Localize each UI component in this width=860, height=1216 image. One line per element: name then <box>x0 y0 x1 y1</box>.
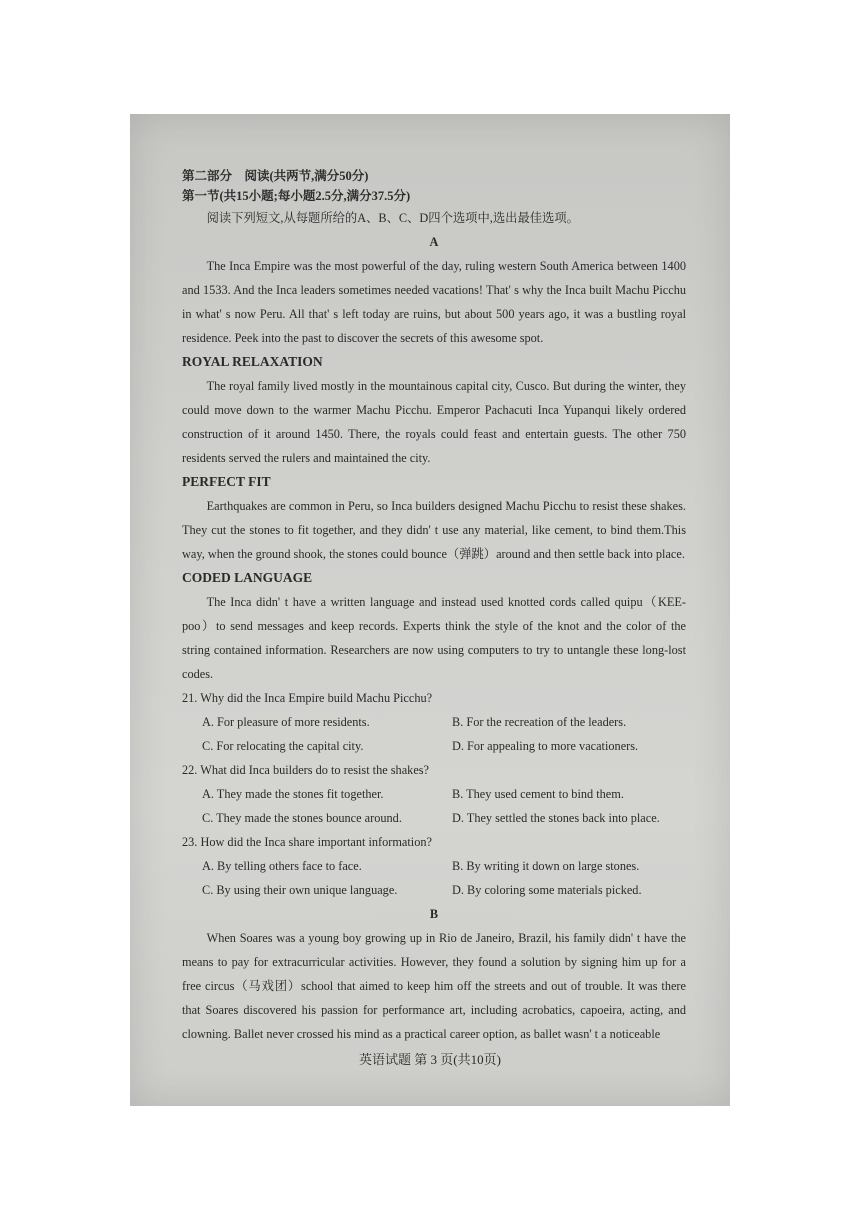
question-stem: 22. What did Inca builders do to resist the shakes? <box>182 763 430 777</box>
option-d: D. By coloring some materials picked. <box>452 883 642 897</box>
option-c: C. By using their own unique language. <box>202 883 398 897</box>
option-b: B. For the recreation of the leaders. <box>452 715 627 729</box>
paragraph-coded-language: The Inca didn' t have a written language and instead used knotted cords called quipu（KEE-poo）to send messages and keep records. Experts think the style of the knot and the color of the string contained information. Researchers are now using computers to try to untangle these long-lost codes. <box>182 595 686 681</box>
subsection-title: 第一节(共15小题;每小题2.5分,满分37.5分) <box>182 189 411 203</box>
heading-perfect-fit: PERFECT FIT <box>182 474 271 489</box>
passage-b-letter: B <box>429 907 439 921</box>
option-b: B. They used cement to bind them. <box>452 787 624 801</box>
page-content <box>182 166 686 1046</box>
heading-coded-language: CODED LANGUAGE <box>182 570 313 585</box>
question-options <box>182 710 686 758</box>
option-d: D. For appealing to more vacationers. <box>452 739 639 753</box>
question-options <box>182 854 686 902</box>
paragraph-royal-relaxation: The royal family lived mostly in the mountainous capital city, Cusco. But during the winter, they could move down to the warmer Machu Picchu. Emperor Pachacuti Inca Yupanqui likely ordered construction of it around 1450. There, the royals could feast and entertain guests. The other 750 residents served the rulers and maintained the city. <box>182 379 686 465</box>
question-22 <box>182 758 686 830</box>
option-c: C. They made the stones bounce around. <box>202 811 402 825</box>
paragraph-perfect-fit: Earthquakes are common in Peru, so Inca builders designed Machu Picchu to resist these shakes. They cut the stones to fit together, and they didn' t use any material, like cement, to bind them.This way, when the ground shook, the stones could bounce（弹跳）around and then settle back into place. <box>182 499 686 561</box>
page-footer: 英语试题 第 3 页(共10页) <box>359 1052 501 1067</box>
option-a: A. By telling others face to face. <box>202 859 362 873</box>
instruction-text: 阅读下列短文,从每题所给的A、B、C、D四个选项中,选出最佳选项。 <box>206 211 579 225</box>
passage-a-intro: The Inca Empire was the most powerful of the day, ruling western South America between 1400 and 1533. And the Inca leaders sometimes needed vacations! That' s why the Inca built Machu Picchu in what' s now Peru. All that' s left today are ruins, but about 500 years ago, it was a bustling royal residence. Peek into the past to discover the secrets of this awesome spot. <box>182 259 686 345</box>
option-d: D. They settled the stones back into place. <box>452 811 660 825</box>
exam-page <box>130 114 730 1106</box>
part-title: 第二部分 阅读(共两节,满分50分) <box>182 169 369 183</box>
option-c: C. For relocating the capital city. <box>202 739 364 753</box>
option-b: B. By writing it down on large stones. <box>452 859 640 873</box>
question-23 <box>182 830 686 902</box>
passage-a-letter: A <box>429 235 439 249</box>
passage-b-intro: When Soares was a young boy growing up in Rio de Janeiro, Brazil, his family didn' t have the means to pay for extracurricular activities. However, they found a solution by signing him up for a free circus（马戏团）school that aimed to keep him off the streets and out of trouble. It was there that Soares discovered his passion for performance art, including acrobatics, capoeira, acting, and clowning. Ballet never crossed his mind as a practical career option, as ballet wasn' t a noticeable <box>182 931 686 1041</box>
option-a: A. They made the stones fit together. <box>202 787 384 801</box>
heading-royal-relaxation: ROYAL RELAXATION <box>182 354 323 369</box>
question-stem: 21. Why did the Inca Empire build Machu Picchu? <box>182 691 433 705</box>
question-21 <box>182 686 686 758</box>
option-a: A. For pleasure of more residents. <box>202 715 370 729</box>
question-stem: 23. How did the Inca share important information? <box>182 835 432 849</box>
question-options <box>182 782 686 830</box>
